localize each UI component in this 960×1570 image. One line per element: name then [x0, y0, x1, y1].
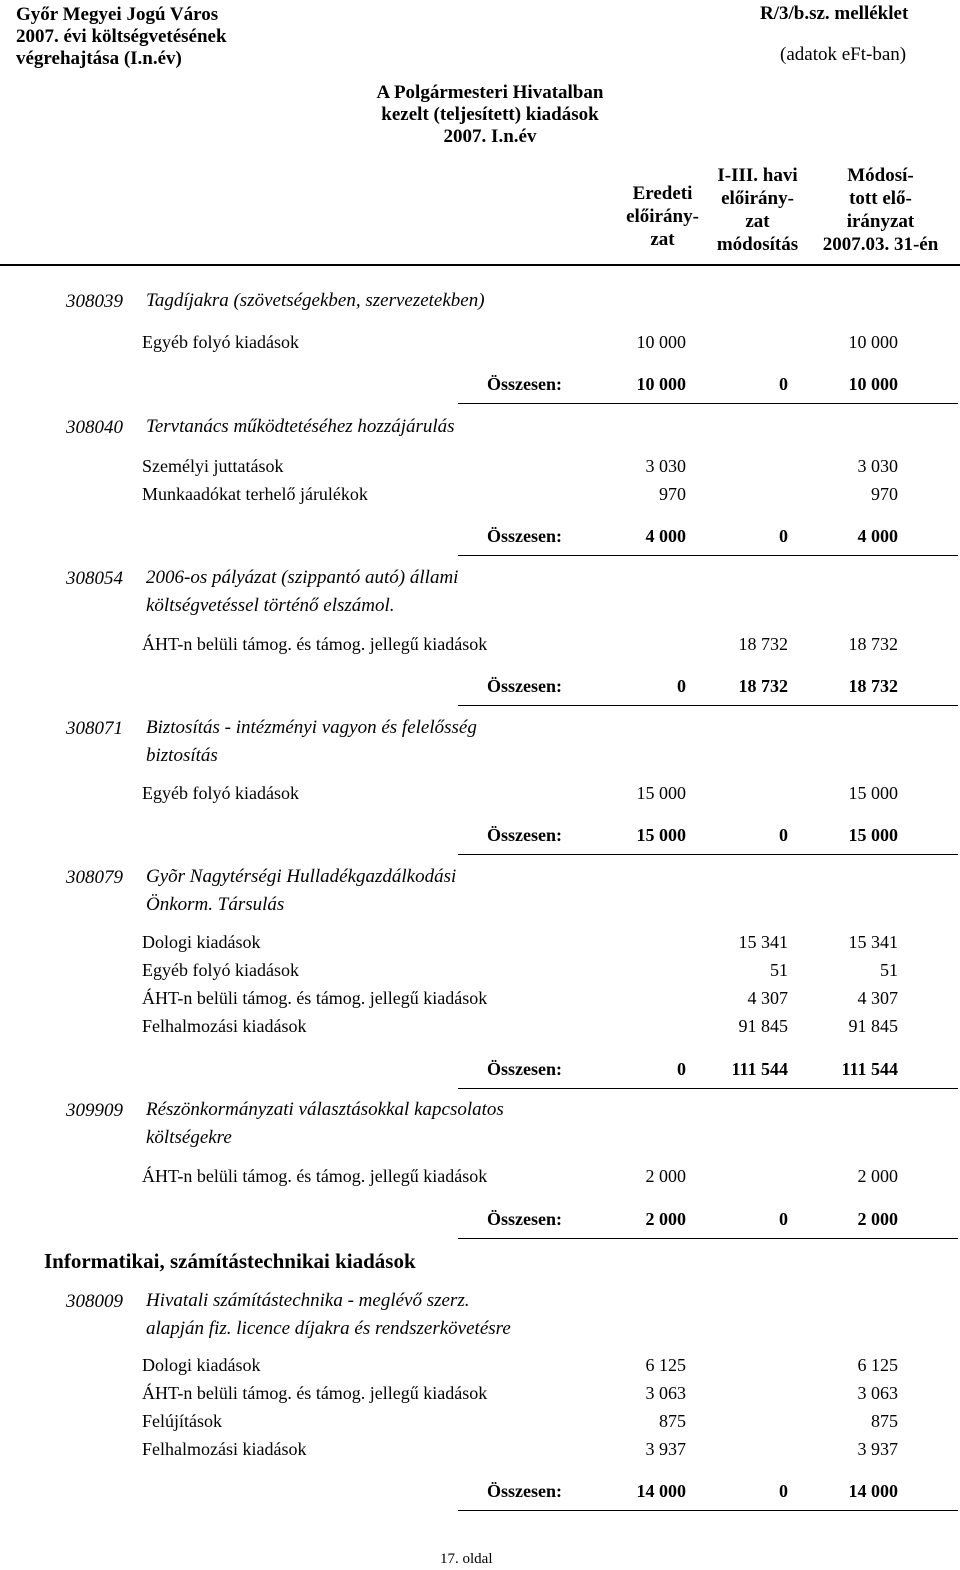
- value-original: 10 000: [636, 332, 686, 352]
- total-original: 15 000: [636, 825, 686, 845]
- item-label: Dologi kiadások: [142, 932, 261, 952]
- item-label: Egyéb folyó kiadások: [142, 783, 299, 803]
- value-original: 970: [659, 484, 686, 504]
- report-title: [300, 82, 680, 148]
- section-title: [146, 564, 458, 620]
- column-header-line: tott elő-: [849, 188, 912, 209]
- total-divider: [458, 1238, 958, 1239]
- section-title: [146, 714, 477, 770]
- column-header-modified: [808, 164, 953, 256]
- value-original: 3 063: [645, 1383, 686, 1403]
- section-title: [146, 863, 456, 919]
- section-code: 308071: [66, 718, 123, 739]
- item-label: ÁHT-n belüli támog. és támog. jellegű kiadások: [142, 1166, 488, 1186]
- value-modified: 3 030: [857, 456, 898, 476]
- section-title-line: költségvetéssel történő elszámol.: [146, 595, 395, 616]
- value-original: 875: [659, 1411, 686, 1431]
- item-label: Dologi kiadások: [142, 1355, 261, 1375]
- total-modified: 10 000: [848, 374, 898, 394]
- issuer-block: [16, 4, 227, 70]
- total-modification: 0: [779, 825, 788, 845]
- item-label: Felhalmozási kiadások: [142, 1439, 307, 1459]
- value-original: 6 125: [645, 1355, 686, 1375]
- value-modification: 51: [770, 960, 788, 980]
- value-modification: 15 341: [738, 932, 788, 952]
- column-header-line: I-III. havi: [717, 165, 798, 186]
- total-original: 2 000: [645, 1209, 686, 1229]
- issuer-line: végrehajtása (I.n.év): [16, 48, 182, 69]
- total-label: Összesen:: [487, 1481, 562, 1501]
- header-divider: [0, 264, 960, 266]
- section-title: [146, 1096, 504, 1152]
- item-label: ÁHT-n belüli támog. és támog. jellegű kiadások: [142, 1383, 488, 1403]
- total-modified: 111 544: [841, 1059, 898, 1079]
- item-label: Felhalmozási kiadások: [142, 1016, 307, 1036]
- item-label: Felújítások: [142, 1411, 222, 1431]
- value-modified: 91 845: [848, 1016, 898, 1036]
- section-code: 308009: [66, 1291, 123, 1312]
- value-original: 2 000: [645, 1166, 686, 1186]
- item-label: Egyéb folyó kiadások: [142, 960, 299, 980]
- total-original: 14 000: [636, 1481, 686, 1501]
- column-header-line: előirány-: [626, 206, 699, 227]
- value-modified: 15 000: [848, 783, 898, 803]
- column-header-line: zat: [745, 211, 770, 232]
- section-code: 308039: [66, 291, 123, 312]
- item-label: Egyéb folyó kiadások: [142, 332, 299, 352]
- section-title: [146, 1287, 511, 1343]
- section-title-line: Hivatali számítástechnika - meglévő szerz.: [146, 1290, 470, 1311]
- total-original: 0: [677, 676, 686, 696]
- value-modification: 4 307: [747, 988, 788, 1008]
- section-code: 308040: [66, 417, 123, 438]
- total-divider: [458, 555, 958, 556]
- total-modification: 0: [779, 526, 788, 546]
- total-modified: 14 000: [848, 1481, 898, 1501]
- section-title-line: költségekre: [146, 1127, 232, 1148]
- section-title-line: Gyõr Nagytérségi Hulladékgazdálkodási: [146, 866, 457, 887]
- value-modified: 2 000: [857, 1166, 898, 1186]
- column-header-line: Eredeti: [632, 183, 693, 204]
- section-code: 308054: [66, 568, 123, 589]
- unit-note: (adatok eFt-ban): [780, 44, 907, 65]
- section-code: 309909: [66, 1100, 123, 1121]
- issuer-line: 2007. évi költségvetésének: [16, 26, 227, 47]
- total-modification: 0: [779, 1481, 788, 1501]
- total-original: 10 000: [636, 374, 686, 394]
- section-title: [146, 287, 485, 315]
- total-label: Összesen:: [487, 526, 562, 546]
- column-header-modification: [700, 164, 815, 256]
- value-modified: 875: [871, 1411, 898, 1431]
- value-modification: 18 732: [738, 634, 788, 654]
- item-label: Személyi juttatások: [142, 456, 284, 476]
- report-title-line: kezelt (teljesített) kiadások: [381, 104, 599, 125]
- section-title-line: Tagdíjakra (szövetségekben, szervezetekben): [146, 290, 485, 311]
- total-modification: 18 732: [738, 676, 788, 696]
- column-header-line: 2007.03. 31-én: [822, 234, 939, 255]
- total-label: Összesen:: [487, 374, 562, 394]
- total-divider: [458, 403, 958, 404]
- column-header-line: zat: [650, 229, 675, 250]
- value-modified: 3 063: [857, 1383, 898, 1403]
- section-title-line: Tervtanács működtetéséhez hozzájárulás: [146, 416, 455, 437]
- total-original: 0: [677, 1059, 686, 1079]
- total-label: Összesen:: [487, 1059, 562, 1079]
- total-modified: 2 000: [857, 1209, 898, 1229]
- value-original: 3 937: [645, 1439, 686, 1459]
- value-original: 15 000: [636, 783, 686, 803]
- value-modified: 6 125: [857, 1355, 898, 1375]
- column-header-line: módosítás: [716, 234, 799, 255]
- total-divider: [458, 705, 958, 706]
- total-modified: 15 000: [848, 825, 898, 845]
- total-modification: 0: [779, 374, 788, 394]
- total-modified: 18 732: [848, 676, 898, 696]
- total-label: Összesen:: [487, 1209, 562, 1229]
- group-heading: Informatikai, számítástechnikai kiadások: [44, 1249, 416, 1273]
- value-modified: 970: [871, 484, 898, 504]
- issuer-line: Győr Megyei Jogú Város: [16, 4, 219, 25]
- annex-label: R/3/b.sz. melléklet: [760, 3, 909, 24]
- column-header-line: előirány-: [721, 188, 794, 209]
- section-title-line: 2006-os pályázat (szippantó autó) állami: [146, 567, 459, 588]
- report-title-line: A Polgármesteri Hivatalban: [376, 82, 604, 103]
- item-label: Munkaadókat terhelő járulékok: [142, 484, 368, 504]
- value-modified: 18 732: [848, 634, 898, 654]
- section-title-line: Önkorm. Társulás: [146, 894, 285, 915]
- total-modification: 111 544: [731, 1059, 788, 1079]
- total-modified: 4 000: [857, 526, 898, 546]
- total-modification: 0: [779, 1209, 788, 1229]
- section-title-line: Biztosítás - intézményi vagyon és felelősség: [146, 717, 477, 738]
- value-modified: 4 307: [857, 988, 898, 1008]
- value-modified: 51: [880, 960, 898, 980]
- value-original: 3 030: [645, 456, 686, 476]
- section-code: 308079: [66, 867, 123, 888]
- item-label: ÁHT-n belüli támog. és támog. jellegű kiadások: [142, 634, 488, 654]
- report-title-line: 2007. I.n.év: [443, 126, 537, 147]
- total-divider: [458, 854, 958, 855]
- total-divider: [458, 1088, 958, 1089]
- section-title-line: alapján fiz. licence díjakra és rendszerkövetésre: [146, 1318, 511, 1339]
- total-label: Összesen:: [487, 825, 562, 845]
- column-header-line: Módosí-: [847, 165, 914, 186]
- value-modified: 10 000: [848, 332, 898, 352]
- column-header-line: irányzat: [846, 211, 915, 232]
- total-divider: [458, 1510, 958, 1511]
- section-title: [146, 413, 455, 441]
- section-title-line: Részönkormányzati választásokkal kapcsolatos: [146, 1099, 504, 1120]
- total-original: 4 000: [645, 526, 686, 546]
- value-modification: 91 845: [738, 1016, 788, 1036]
- total-label: Összesen:: [487, 676, 562, 696]
- section-title-line: biztosítás: [146, 745, 218, 766]
- value-modified: 3 937: [857, 1439, 898, 1459]
- page-number: 17. oldal: [440, 1551, 493, 1567]
- value-modified: 15 341: [848, 932, 898, 952]
- item-label: ÁHT-n belüli támog. és támog. jellegű kiadások: [142, 988, 488, 1008]
